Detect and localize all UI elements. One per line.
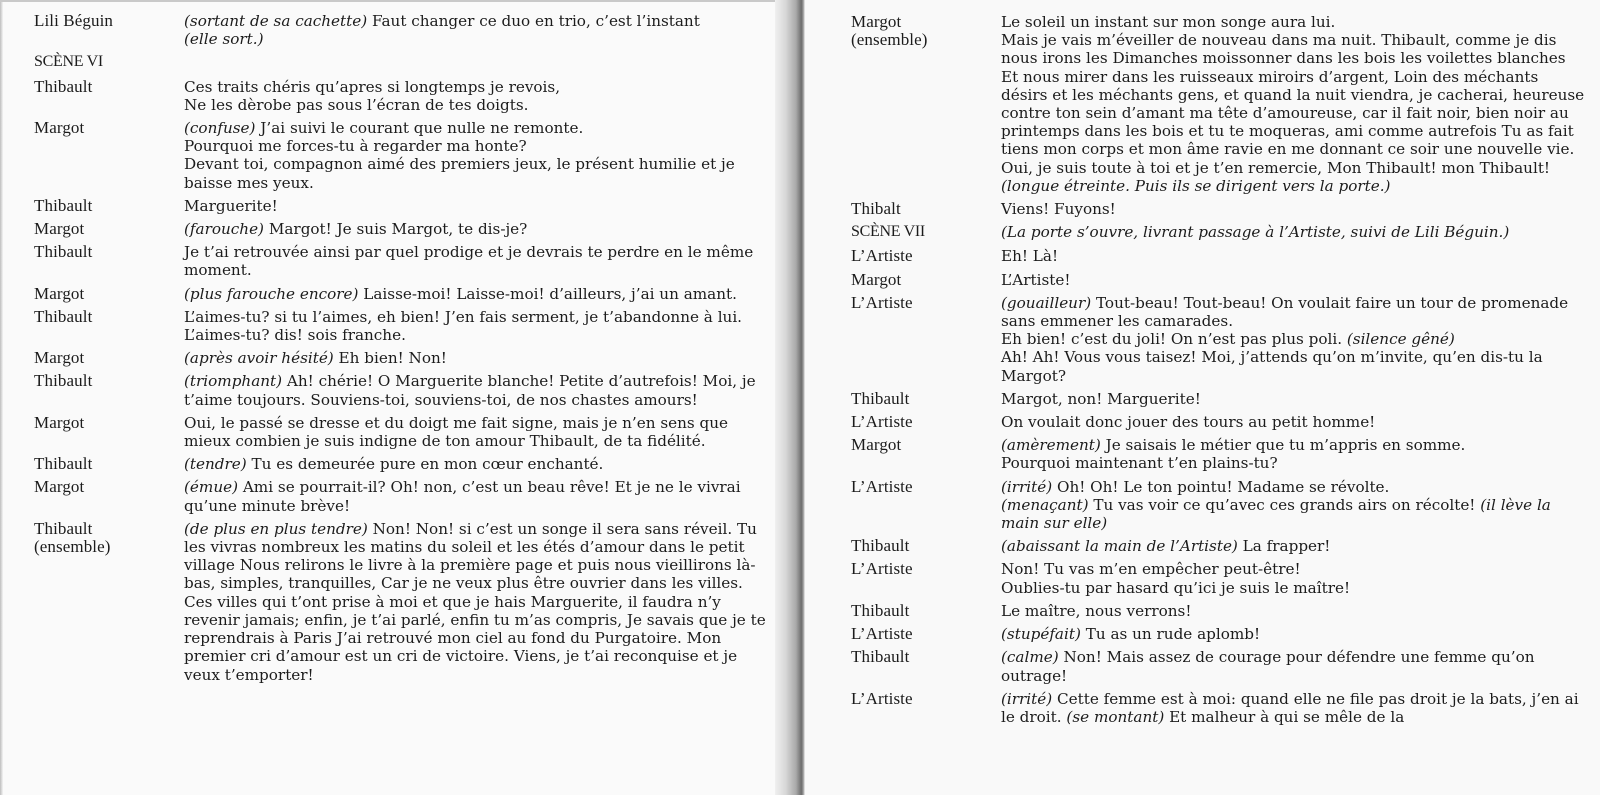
speaker-label: Lili Béguin (34, 11, 114, 30)
dialogue-line (184, 96, 770, 114)
spoken-text: On voulait donc jouer des tours au petit homme! (1001, 413, 1376, 432)
character-name (34, 349, 184, 367)
stage-direction: (abaissant la main de l’Artiste) (1001, 537, 1238, 556)
speaker-label: Thibault (851, 600, 910, 620)
character-name (851, 413, 1001, 431)
dialogue-entry (34, 243, 774, 279)
dialogue-text (184, 285, 774, 303)
speaker-label: Thibault (34, 242, 93, 262)
speaker-label: Thibault (851, 647, 910, 667)
dialogue-line (1001, 478, 1587, 496)
dialogue-text (1001, 390, 1591, 408)
stage-direction: (La porte s’ouvre, livrant passage à l’Artiste, suivi de Lili Béguin.) (1001, 223, 1510, 242)
dialogue-entry (34, 197, 774, 215)
character-name (34, 197, 184, 215)
character-name (34, 372, 184, 408)
speaker-label: L’Artiste (851, 476, 913, 496)
speaker-label: Margot (851, 435, 902, 455)
spoken-text: L’Artiste! (1001, 270, 1071, 289)
dialogue-text (1001, 271, 1591, 289)
dialogue-line (1001, 648, 1587, 684)
dialogue-line (184, 349, 770, 367)
script-column (851, 13, 1591, 731)
dialogue-text (1001, 436, 1591, 472)
stage-direction: (menaçant) (1001, 495, 1089, 514)
speaker-label: Margot (34, 283, 85, 303)
dialogue-text (1001, 413, 1591, 431)
spoken-text: Oui, le passé se dresse et du doigt me fait signe, mais je n’en sens que mieux combien je suis indigne de ton amour Thibault, de ta fidélité. (184, 413, 729, 451)
book-spine (775, 0, 805, 795)
character-name (34, 220, 184, 238)
dialogue-line (184, 285, 770, 303)
speaker-note: (ensemble) (851, 30, 928, 50)
dialogue-line (184, 520, 770, 684)
spoken-text: Ne les dèrobe pas sous l’écran de tes doigts. (184, 95, 529, 114)
speaker-label: Margot (34, 412, 85, 432)
character-name (34, 285, 184, 303)
speaker-label: L’Artiste (851, 624, 913, 644)
dialogue-text (184, 372, 774, 408)
spoken-text: Eh bien! Non! (333, 349, 447, 368)
dialogue-text (1001, 602, 1591, 620)
dialogue-entry (851, 648, 1591, 684)
dialogue-line (1001, 602, 1587, 620)
dialogue-text (1001, 625, 1591, 643)
spoken-text: Non! Mais assez de courage pour défendre une femme qu’on outrage! (1001, 648, 1535, 685)
speaker-label: Margot (34, 219, 85, 239)
right-page (800, 0, 1600, 795)
spoken-text: Ces traits chéris qu’apres si longtemps je revois, (184, 77, 561, 96)
speaker-label: Thibault (851, 536, 910, 556)
spoken-text: Viens! Fuyons! (1001, 200, 1116, 219)
dialogue-text (1001, 560, 1591, 596)
dialogue-entry (851, 200, 1591, 218)
dialogue-entry (851, 294, 1591, 385)
dialogue-text (184, 12, 774, 48)
spoken-text: Ah! Ah! Vous vous taisez! Moi, j’attends qu’on m’invite, qu’en dis-tu la Margot? (1001, 348, 1543, 385)
stage-direction: (émue) (184, 478, 239, 497)
character-name (851, 271, 1001, 289)
stage-direction: (elle sort.) (184, 30, 264, 49)
spoken-text: Margot! Je suis Margot, te dis-je? (264, 220, 528, 239)
dialogue-line (1001, 436, 1587, 454)
dialogue-line (1001, 13, 1587, 31)
spoken-text: Tu vas voir ce qu’avec ces grands airs on récolte! (1088, 495, 1481, 514)
dialogue-line (1001, 625, 1587, 643)
dialogue-entry (34, 285, 774, 303)
dialogue-entry (34, 119, 774, 192)
character-name (851, 648, 1001, 684)
dialogue-text (184, 78, 774, 114)
dialogue-text (1001, 247, 1591, 265)
dialogue-line (1001, 690, 1587, 726)
spoken-text: Tu es demeurée pure en mon cœur enchanté. (246, 455, 604, 474)
stage-direction: (gouailleur) (1001, 293, 1092, 312)
stage-direction: (triomphant) (184, 372, 283, 391)
dialogue-entry (851, 602, 1591, 620)
speaker-label: Thibault (34, 306, 93, 326)
dialogue-line (184, 220, 770, 238)
dialogue-text (1001, 13, 1591, 195)
dialogue-text (184, 520, 774, 684)
stage-direction: (se montant) (1066, 707, 1165, 726)
dialogue-entry (34, 220, 774, 238)
dialogue-line (1001, 247, 1587, 265)
dialogue-text (1001, 294, 1591, 385)
speaker-label: L’Artiste (851, 292, 913, 312)
dialogue-text (1001, 690, 1591, 726)
character-name (851, 602, 1001, 620)
dialogue-line (184, 119, 770, 137)
dialogue-entry (34, 414, 774, 450)
stage-direction: (de plus en plus tendre) (184, 519, 368, 538)
dialogue-entry (34, 12, 774, 48)
dialogue-text (184, 220, 774, 238)
character-name (851, 560, 1001, 596)
dialogue-text (1001, 200, 1591, 218)
stage-direction: (irrité) (1001, 477, 1053, 496)
dialogue-line (184, 414, 770, 450)
speaker-label: Thibault (34, 518, 93, 538)
dialogue-entry (851, 413, 1591, 431)
dialogue-entry (851, 436, 1591, 472)
character-name (34, 12, 184, 48)
dialogue-line (184, 197, 770, 215)
dialogue-line (184, 155, 770, 191)
dialogue-line (184, 12, 770, 30)
scene-label: SCÈNE VI (34, 53, 103, 71)
spoken-text: Laisse-moi! Laisse-moi! d’ailleurs, j’ai un amant. (358, 284, 737, 303)
character-name (851, 625, 1001, 643)
spoken-text: Tu as un rude aplomb! (1080, 625, 1261, 644)
spoken-text: Devant toi, compagnon aimé des premiers jeux, le présent humilie et je baisse mes yeux. (184, 155, 735, 192)
spoken-text: Tout-beau! Tout-beau! On voulait faire un tour de promenade sans emmener les camarades. (1001, 293, 1569, 331)
spoken-text: Ami se pourrait-il? Oh! non, c’est un beau rêve! Et je ne le vivrai qu’une minute brève! (184, 478, 741, 515)
speaker-label: Thibault (851, 388, 910, 408)
spoken-text: Non! Tu vas m’en empêcher peut-être! (1001, 560, 1301, 579)
dialogue-line (1001, 537, 1587, 555)
character-name (34, 520, 184, 684)
character-name (851, 690, 1001, 726)
stage-direction: (longue étreinte. Puis ils se dirigent vers la porte.) (1001, 176, 1391, 195)
dialogue-entry (34, 372, 774, 408)
dialogue-line (184, 137, 770, 155)
spoken-text: Margot, non! Marguerite! (1001, 389, 1201, 408)
stage-direction: (amèrement) (1001, 436, 1101, 455)
character-name (34, 308, 184, 344)
stage-direction: (irrité) (1001, 689, 1053, 708)
spoken-text: Ah! chérie! O Marguerite blanche! Petite d’autrefois! Moi, je t’aime toujours. Souviens-toi, souviens-toi, de nos chastes amours! (184, 372, 756, 409)
spoken-text: Le maître, nous verrons! (1001, 601, 1192, 620)
stage-direction: (plus farouche encore) (184, 284, 359, 303)
character-name (851, 200, 1001, 218)
dialogue-line (184, 308, 770, 344)
spoken-text: Oh! Oh! Le ton pointu! Madame se révolte. (1052, 477, 1390, 496)
spoken-text: Et malheur à qui se mêle de la (1164, 707, 1405, 726)
spoken-text: Oublies-tu par hasard qu’ici je suis le maître! (1001, 578, 1351, 597)
dialogue-line (184, 478, 770, 514)
spoken-text: Mais je vais m’éveiller de nouveau dans ma nuit. Thibault, comme je dis nous irons les Dimanches moissonner dans les bois les voilettes blanches Et nous mirer dans les ruisseaux miroirs d’argent, Loin des méchants désirs et les méchants gens, et quand la nuit viendra, je cacherai, heureuse contre ton sein d’amant ma tête d’amoureuse, car il fait noir, bien noir au printemps dans les bois et tu te moqueras, ami comme autrefois Tu as fait tiens mon corps et mon âme ravie en me donnant ce soir une nouvelle vie. Oui, je suis toute à toi et je t’en remercie, Mon Thibault! mon Thibault! (1001, 31, 1585, 177)
dialogue-entry (34, 520, 774, 684)
dialogue-entry (34, 478, 774, 514)
dialogue-line (1001, 348, 1587, 384)
dialogue-line (1001, 579, 1587, 597)
stage-direction: (confuse) (184, 119, 256, 138)
dialogue-text (184, 308, 774, 344)
dialogue-line (1001, 31, 1587, 195)
speaker-label: Thibault (34, 371, 93, 391)
spoken-text: Eh! Là! (1001, 247, 1059, 266)
stage-direction: (farouche) (184, 220, 264, 239)
character-name (34, 414, 184, 450)
dialogue-line (184, 78, 770, 96)
stage-direction: (après avoir hésité) (184, 349, 334, 368)
spoken-text: Eh bien! c’est du joli! On n’est pas plus poli. (1001, 330, 1347, 349)
dialogue-line (184, 455, 770, 473)
dialogue-entry (34, 308, 774, 344)
spoken-text: Marguerite! (184, 196, 278, 215)
dialogue-line (1001, 294, 1587, 330)
dialogue-entry (34, 455, 774, 473)
stage-direction: (calme) (1001, 648, 1059, 667)
spoken-text: L’aimes-tu? si tu l’aimes, eh bien! J’en fais serment, je t’abandonne à lui. L’aimes-tu? dis! sois franche. (184, 307, 743, 345)
character-name (851, 537, 1001, 555)
spoken-text: Pourquoi maintenant t’en plains-tu? (1001, 454, 1278, 473)
character-name (851, 478, 1001, 533)
dialogue-entry (851, 625, 1591, 643)
dialogue-entry (851, 13, 1591, 195)
dialogue-line (184, 372, 770, 408)
speaker-label: L’Artiste (851, 688, 913, 708)
stage-direction: (tendre) (184, 455, 247, 474)
dialogue-text (184, 349, 774, 367)
character-name (851, 390, 1001, 408)
dialogue-text (1001, 648, 1591, 684)
character-name (34, 455, 184, 473)
speaker-label: Thibault (34, 76, 93, 96)
left-page (0, 0, 782, 795)
dialogue-text (184, 243, 774, 279)
speaker-label: Margot (851, 269, 902, 289)
speaker-label: L’Artiste (851, 412, 913, 432)
page-edge (0, 2, 3, 795)
dialogue-line (184, 30, 770, 48)
stage-direction: (stupéfait) (1001, 625, 1081, 644)
spoken-text: Je saisais le métier que tu m’appris en somme. (1100, 436, 1466, 455)
dialogue-line (1001, 413, 1587, 431)
dialogue-line (1001, 271, 1587, 289)
dialogue-entry (851, 478, 1591, 533)
dialogue-text (184, 197, 774, 215)
speaker-label: Thibault (34, 195, 93, 215)
character-name (851, 13, 1001, 195)
speaker-label: Margot (851, 12, 902, 31)
dialogue-line (1001, 560, 1587, 578)
dialogue-entry (851, 537, 1591, 555)
spoken-text: Non! Non! si c’est un songe il sera sans réveil. Tu les vivras nombreux les matins du soleil et les étés d’amour dans le petit village Nous relirons le livre à la première page et puis nous vieillirons là-bas, simples, tranquilles, Car je ne veux plus être ouvrier dans les villes. Ces villes qui t’ont prise à moi et que je hais Marguerite, il faudra n’y revenir jamais; enfin, je t’ai parlé, enfin tu m’as compris, Je savais que je te reprendrais à Paris J’ai retrouvé mon ciel au fond du Purgatoire. Mon premier cri d’amour est un cri de victoire. Viens, je t’ai reconquise et je veux t’emporter! (184, 519, 766, 684)
character-name (34, 478, 184, 514)
dialogue-line (1001, 496, 1587, 532)
dialogue-entry (851, 271, 1591, 289)
spoken-text: La frapper! (1237, 537, 1331, 556)
dialogue-entry (851, 690, 1591, 726)
dialogue-line (1001, 454, 1587, 472)
dialogue-text (184, 414, 774, 450)
character-name (34, 243, 184, 279)
character-name (851, 247, 1001, 265)
speaker-label: L’Artiste (851, 559, 913, 579)
stage-direction: (silence gêné) (1346, 330, 1455, 349)
dialogue-text (184, 478, 774, 514)
dialogue-entry (851, 247, 1591, 265)
dialogue-text (184, 455, 774, 473)
spoken-text: Pourquoi me forces-tu à regarder ma honte? (184, 137, 527, 156)
dialogue-line (1001, 330, 1587, 348)
dialogue-entry (851, 560, 1591, 596)
speaker-label: Margot (34, 118, 85, 138)
speaker-label: Margot (34, 477, 85, 497)
dialogue-entry (851, 390, 1591, 408)
speaker-label: L’Artiste (851, 246, 913, 266)
script-column (34, 12, 774, 689)
dialogue-line (184, 243, 770, 279)
dialogue-line (1001, 390, 1587, 408)
spoken-text: Je t’ai retrouvée ainsi par quel prodige et je devrais te perdre en le même moment. (184, 243, 754, 280)
spoken-text: Le soleil un instant sur mon songe aura lui. (1001, 13, 1336, 31)
spoken-text: Cette femme est à moi: quand elle ne file pas droit je la bats, j’en ai le droit. (1001, 689, 1579, 726)
spoken-text: J’ai suivi le courant que nulle ne remonte. (255, 119, 584, 138)
character-name (34, 119, 184, 192)
dialogue-line (1001, 200, 1587, 218)
dialogue-text (184, 119, 774, 192)
dialogue-text (1001, 537, 1591, 555)
speaker-label: Margot (34, 348, 85, 368)
speaker-note: (ensemble) (34, 537, 111, 557)
scene-label: SCÈNE VII (851, 223, 925, 241)
character-name (851, 436, 1001, 472)
stage-direction: (il lève la main sur elle) (1001, 495, 1551, 533)
character-name (34, 78, 184, 114)
dialogue-entry (34, 349, 774, 367)
scene-heading (34, 53, 774, 71)
scene-heading (851, 223, 1591, 241)
character-name (851, 294, 1001, 385)
spoken-text: Faut changer ce duo en trio, c’est l’instant (367, 12, 700, 30)
dialogue-entry (34, 78, 774, 114)
dialogue-text (1001, 478, 1591, 533)
speaker-label: Thibault (34, 454, 93, 474)
stage-direction: (sortant de sa cachette) (184, 12, 368, 30)
speaker-label: Thibalt (851, 199, 901, 219)
